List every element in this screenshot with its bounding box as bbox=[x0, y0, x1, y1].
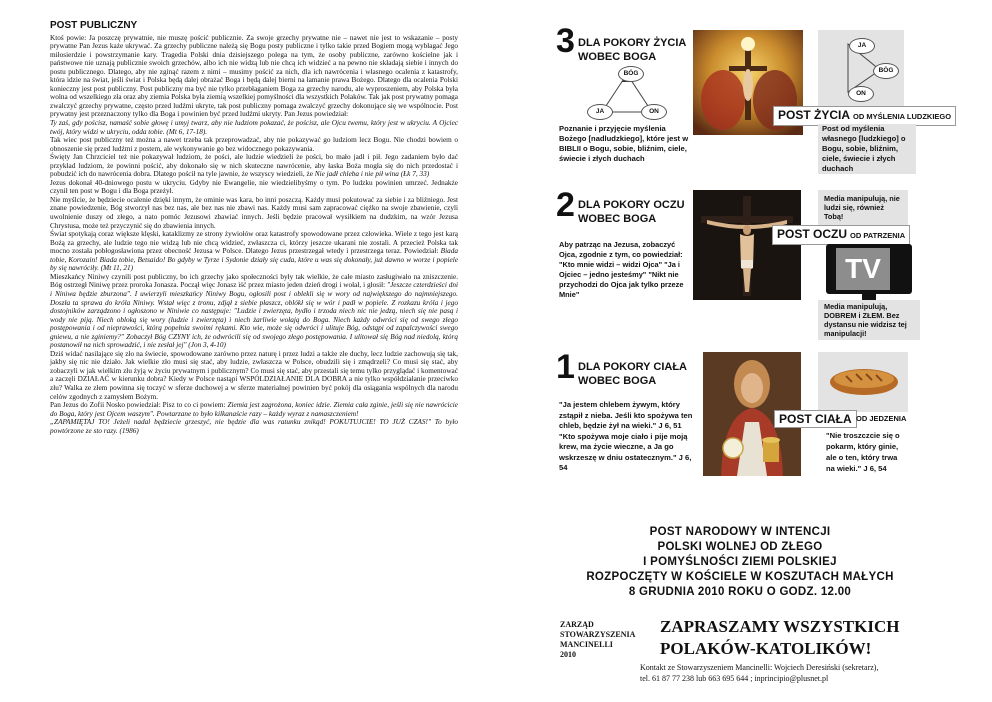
post-zycia-label: POST ŻYCIA OD MYŚLENIA LUDZKIEGO bbox=[773, 106, 956, 126]
section-2-title: DLA POKORY OCZU WOBEC BOGA bbox=[578, 199, 685, 225]
bread-icon bbox=[828, 364, 900, 400]
node-ja: JA bbox=[587, 104, 613, 120]
post-ciala-text: "Nie troszczcie się o pokarm, który ginie, ale o ten, który trwa na wieki." J 6, 54 bbox=[826, 431, 900, 473]
post-ciala-sub: OD JEDZENIA bbox=[856, 414, 907, 423]
section-2-number: 2 bbox=[556, 186, 575, 224]
rnode-on: ON bbox=[848, 86, 874, 102]
media-bottom-text: Media manipulują, DOBREM i ZŁEM. Bez dystansu nie widzisz tej manipulacji! bbox=[818, 300, 920, 340]
paragraph: Święty Jan Chrzciciel też nie pokazywał ludziom, że pości, ale ludzie wiedzieli że pości, bo mało jadł i pił. Jego zadaniem było dać przykład ludziom, że powinni pościć, aby dokonało się w nich skuteczne nawrócenie, aby łaska Boża mogła się do nich przedostać i pobudzić ich do nawrócenia dobra. Dlatego pościł na tyle jawnie, że wszyscy wiedzieli, że Nie jadł chleba i nie pił wina (Łk 7, 33) bbox=[50, 153, 458, 179]
contact-info: Kontakt ze Stowarzyszeniem Mancinelli: Wojciech Deresiński (sekretarz), tel. 61 87 77 238 lub 663 695 644 ; inprincipio@plusnet.pl bbox=[640, 663, 879, 683]
announcement: POST NARODOWY W INTENCJI POLSKI WOLNEJ OD ZŁEGO I POMYŚLNOŚCI ZIEMI POLSKIEJ ROZPOCZĘTY W KOŚCIELE W KOSZUTACH MAŁYCH 8 GRUDNIA 2010 ROKU O GODZ. 12.00 bbox=[586, 526, 894, 598]
quote: „ZAPAMIĘTAJ TO! Jeżeli nadal będziecie grzeszyć, nie będzie dla was ratunku znikąd! POKUTUJCIE! TO JUŻ CZAS!" To było powtórzone ze sto razy. (1986) bbox=[50, 418, 458, 435]
post-ciala-label: POST CIAŁA bbox=[774, 410, 857, 428]
tv-screen: TV bbox=[836, 248, 890, 290]
crucifix-image bbox=[693, 190, 801, 300]
article-title: POST PUBLICZNY bbox=[50, 20, 138, 31]
paragraph: Mieszkańcy Niniwy czynili post publiczny, bo ich grzechy jako społeczności były tak wielkie, że całe miasto zasługiwało na zniszczenie. Bóg ostrzegł Niniwę przez proroka Jonasza. Począł więc Jonasz iść przez miasto jeden dzień drogi i wołał, i głosił: "Jeszcze czterdzieści dni i Niniwa będzie zburzona". I uwierzyli mieszkańcy Niniwy Bogu, ogłosili post i oblekli się w wory od największego do najmniejszego. Doszła ta sprawa do króla Niniwy. Wstał więc z tronu, zdjął z siebie płaszcz, oblókł się w wór i padł w popiele. Z rozkazu króla i jego dostojników zarządzono i ogłoszono w Niniwie co następuje: "Ludzie i zwierzęta, bydło i trzoda niech nic nie jedzą, niech się nie pasą i wody nie piją. Niech obloką się wory (ludzie i zwierzęta) i niech żarliwie wołają do Boga. Niech każdy odwróci się od swego złego postępowania i od nieprawości, którą popełnia swoimi rękami. Kto wie, może się odwróci i ulituje Bóg, odstąpi od zapalczywości swego gniewu, a nie zginiemy?" Zobaczył Bóg CZYNY ich, że odwrócili się od swojego złego postępowania. I ulitował się Bóg nad niedolą, którą postanowił na nich sprowadzić, i nie zesłał jej" (Jon 3, 4-10) bbox=[50, 272, 459, 350]
rnode-ja: JA bbox=[849, 38, 875, 54]
paragraph: Ktoś powie: Ja poszczę prywatnie, nie muszę pościć publicznie. Za swoje grzechy prywatne nie – nawet nie jest to wskazanie – posty prywatne Pan Jezus każe ukrywać. Za grzechy publiczne należą się Bogu posty publiczne i tylko takie przed Bogiem mogą wybłagać Jego miłosierdzie i powstrzymanie kary. Tragedia Polski dnia dzisiejszego polega na tym, że osoby publiczne, zarówno kościelne jak i państwowe nie uznają publicznie swoich grzechów, albo ich nie widzą lub nie chcą ich widzieć a na pewno nie składają siebie i innych do postu publicznego. Dlatego, aby nie zginąć razem z nimi – musimy pościć za nich, dla ich nawrócenia i własnego ocalenia z katastrofy, która idzie na świat, jeśli świat i Polska będą dalej obrażać Boga i będą dalej bierni na łamanie prawa Bożego. Dlatego dla ocalenia Polski konieczny jest post publiczny. Post publiczny ma być nie tylko przebłaganiem Boga za grzechy narodu, ale wyproszeniem, aby Polska była wolna od wszelkiego zła oraz aby ziemia Polska była ziemią wszelkiej pomyślności dla wszystkich Polaków. Tak jak post prywatny pomaga zwalczyć grzechy prywatne, często przed ludźmi ukryte, tak post publiczny pomaga zwalczyć grzechy dokonujące się we wspólnocie. Post prywatny jest przeznaczony tylko dla Boga i powinien być przed ludźmi ukryty. Pan Jezus powiedział: bbox=[50, 33, 458, 119]
paragraph: Dziś widać nasilające się zło na świecie, spowodowane zarówno przez naturę i przez ludzi a także złe duchy, lecz ludzie zachowują się tak, jakby się nic nie działo. Jak wielkie zło musi się stać, aby ludzie, zwłaszcza w Polsce, obudzili się i zmądrzeli? Co musi się stać, aby zobaczyli w jak wielkim złu żyją w życiu prywatnym i publicznym? Co musi się stać, aby przestali się temu tylko przyglądać i komentować a zaczęli DZIAŁAĆ w kierunku dobra? Kiedy w Polsce nastąpi WSPÓLDZIAŁANIE DLA DOBRA a nie tylko współdziałanie przeciwko złu? Walka ze złem powinna się toczyć w sferze duchowej a w sferze materialnej powinien być pokój dla osiągania wspólnych dla narodu celów zgodnych z zamysłem Bożym. bbox=[50, 349, 458, 401]
left-article bbox=[50, 22, 458, 435]
bread-box bbox=[818, 352, 908, 412]
post-oczu-label: POST OCZU OD PATRZENIA bbox=[772, 225, 910, 245]
tv-icon bbox=[826, 244, 912, 294]
section-2-text: Aby patrząc na Jezusa, zobaczyć Ojca, zgodnie z tym, co powiedział: "Kto mnie widzi – widzi Ojca" "Ja i Ojciec – jedno jesteśmy" "Nikt nie przychodzi do Ojca jak tylko przeze Mnie" bbox=[559, 240, 684, 299]
node-on: ON bbox=[641, 104, 667, 120]
section-3-title: DLA POKORY ŻYCIA WOBEC BOGA bbox=[578, 37, 687, 63]
paragraph: Świat spotykają coraz większe klęski, kataklizmy ze strony żywiołów oraz katastrofy spowodowane przez człowieka. Wiele z tego jest karą Bożą za grzechy, ale ludzie tego nie widzą lub nie chcą widzieć, zwłaszcza ci, którzy jeszcze ukarani nie zostali. A przecież Polska tak mocno została pobłogosławiona przez obecność Jezusa w Polsce. Dlatego Jezus przestrzegał wtedy i przestrzega teraz. Powiedział: Biada tobie, Korozain! Biada tobie, Betsaido! Bo gdyby w Tyrze i Sydonie działy się cuda, które u was się dokonały, już dawno w worze i popiele by się nawróciły. (Mt 11, 21) bbox=[50, 230, 458, 273]
section-3-text: Poznanie i przyjęcie myślenia Bożego [nadludzkiego], które jest w BIBLII o Bogu, sobie, bliźnim, ciele, świecie i złych duchach bbox=[559, 124, 689, 163]
post-zycia-text: Post od myślenia własnego [ludzkiego] o Bogu, sobie, bliźnim, ciele, świecie i złych duchach bbox=[818, 124, 916, 174]
invitation: ZAPRASZAMY WSZYSTKICH POLAKÓW-KATOLIKÓW! bbox=[660, 617, 900, 658]
section-3-number: 3 bbox=[556, 22, 575, 60]
rnode-bog: BÓG bbox=[873, 63, 899, 79]
media-top-box bbox=[818, 190, 908, 226]
section-1-text: "Ja jestem chlebem żywym, który zstąpił z nieba. Jeśli kto spożywa ten chleb, będzie żył na wieki." J 6, 51 "Kto spożywa moje ciało i pije moją krew, ma życie wieczne, a Ja go wskrzeszę w dniu ostatecznym." J 6, 54 bbox=[559, 400, 693, 472]
paragraph: Jezus dokonał 40-dniowego postu w ukryciu. Gdyby nie Ewangelie, nie wiedzielibyśmy o tym. Po ludzku powinien umrzeć. Jednakże czynił ten post w Bogu i dla Boga przeżył. bbox=[50, 178, 458, 196]
paragraph: Nie myślcie, że będziecie ocalenie dzięki innym, że ominie was kara, bo inni poszczą. Każdy musi pokutować za siebie i za bliźniego. Jest znane powiedzenie, Bóg stworzył nas bez nas, ale bez nas nie zbawi nas. Każdy musi sam zapracować ciężko na swoje zbawienie, czyli uwolnienie duszy od złego, a nato pomóc Jezusowi zbawiać innych. Jeśli będzie pracował wysiłkiem na dudzkim, na wzór Jezusa Chrystusa, może też przyczynić się do zbawienia innych. bbox=[50, 195, 458, 230]
paragraph: Tak wiec post publiczny też można a nawet trzeba tak przeprowadzać, aby nie pokazywać go ludziom lecz Bogu. Nie chodzi bowiem o obnoszenie się przed ludźmi z postem, ale wykonywanie go bez widocznego pokazywania. bbox=[50, 136, 458, 153]
node-bog: BÓG bbox=[618, 66, 644, 82]
media-top-text: Media manipulują, nie ludzi się, również Tobą! bbox=[824, 194, 900, 221]
paragraph: Pan Jezus do Zofii Nosko powiedział: Pisz to co ci powiem: Ziemia jest zagrożona, koniec idzie. Ziemia cała zginie, jeśli się nie nawrócicie do Boga, który jest Ojcem waszym". Powtarzane to było kilkanaście razy – każdy wyraz z namaszczeniem! bbox=[50, 401, 458, 418]
section-1-number: 1 bbox=[556, 348, 575, 386]
section-1-title: DLA POKORY CIAŁA WOBEC BOGA bbox=[578, 361, 687, 387]
quote: Ty zaś, gdy pościsz, namaść sobie głowę i umyj twarz, aby nie ludziom pokazać, że pościsz, ale Ojcu twemu, który jest w ukryciu. A Ojciec twój, który widzi w ukryciu, odda tobie. (Mt 6, 17-18). bbox=[50, 119, 458, 136]
org-signature: ZARZĄD STOWARZYSZENIA MANCINELLI 2010 bbox=[560, 620, 636, 659]
